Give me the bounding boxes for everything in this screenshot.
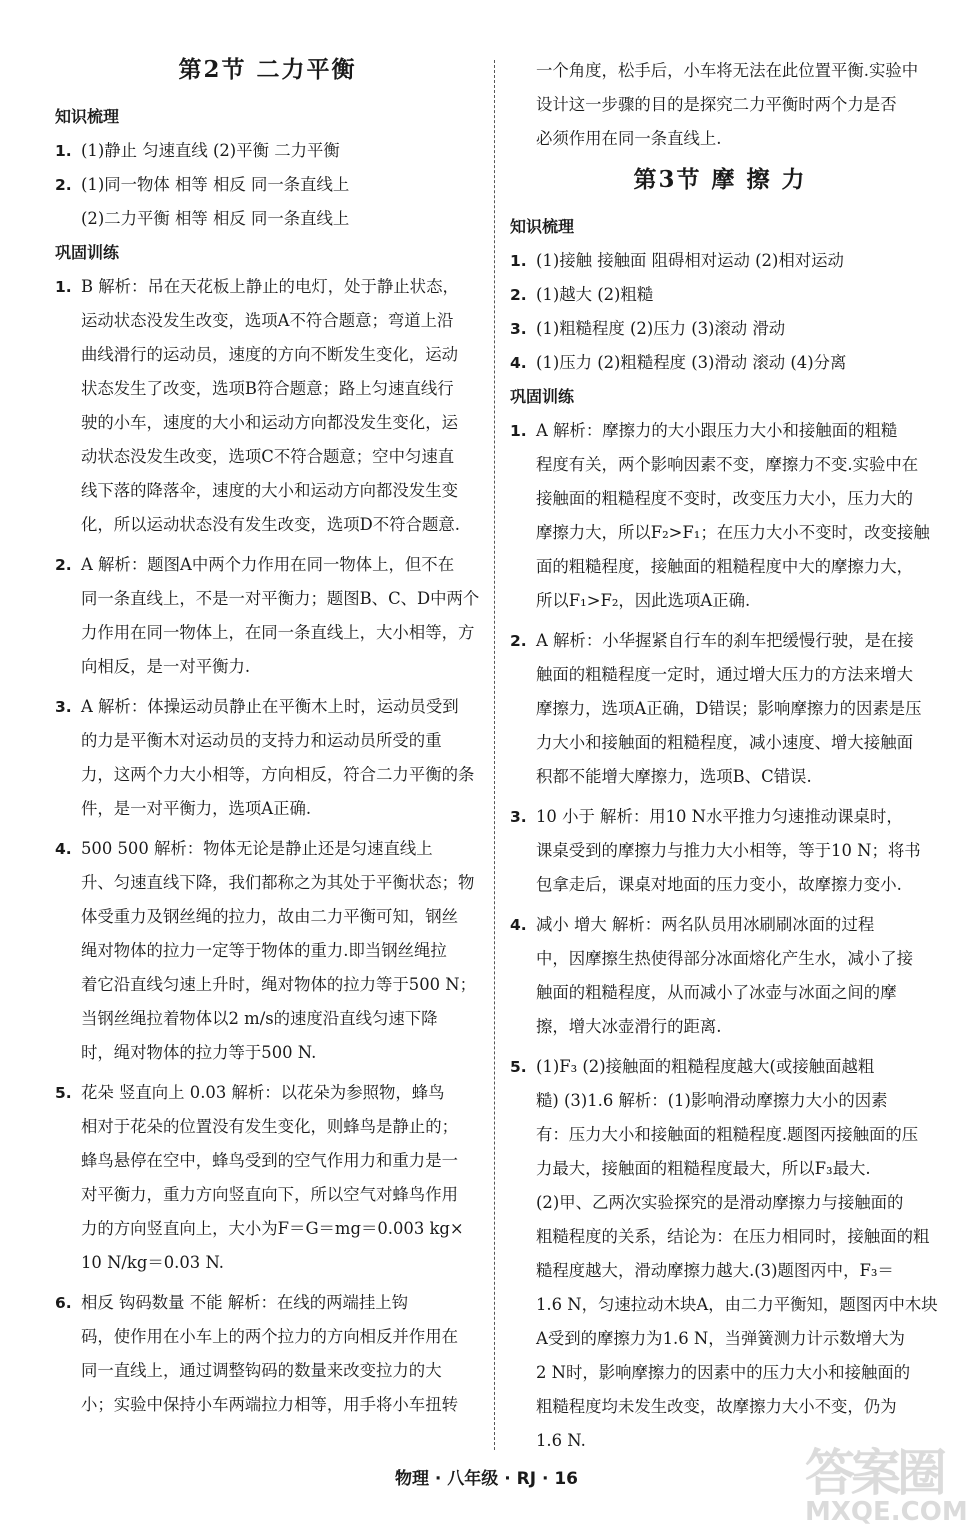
answer-item [510,908,930,1044]
text-line: 1. B 解析：吊在天花板上静止的电灯，处于静止状态， [55,270,480,304]
text-line: (2)甲、乙两次实验探究的是滑动摩擦力与接触面的 [536,1193,904,1212]
text-line: 力作用在同一物体上，在同一条直线上，大小相等，方 [81,623,475,642]
text-line: 粗糙程度均未发生改变，故摩擦力大小不变，仍为 [536,1397,897,1416]
text-line: 接触面的粗糙程度不变时，改变压力大小，压力大的 [536,489,913,508]
text-line: 4. 减小 增大 解析：两名队员用冰刷刷冰面的过程 [510,908,930,942]
knowledge-item: 3. (1)粗糙程度 (2)压力 (3)滚动 滑动 [510,319,786,338]
text-line: 有：压力大小和接触面的粗糙程度.题图丙接触面的压 [536,1125,919,1144]
section-title: 第3节 摩 擦 力 [633,166,807,193]
item-number: 4. [55,840,72,858]
text-line: 时，绳对物体的拉力等于500 N. [81,1043,317,1062]
text-line: 驶的小车，速度的大小和运动方向都没发生变化，运 [81,413,458,432]
text-line: 设计这一步骤的目的是探究二力平衡时两个力是否 [536,95,897,114]
text-line: 糙) (3)1.6 解析：(1)影响滑动摩擦力大小的因素 [536,1091,888,1110]
text-line: 1.6 N. [536,1431,586,1450]
text-line: 所以F₁>F₂，因此选项A正确. [536,591,751,610]
text-line: 2 N时，影响摩擦力的因素中的压力大小和接触面的 [536,1363,911,1382]
text-line: 力，这两个力大小相等，方向相反，符合二力平衡的条 [81,765,475,784]
answer-item [510,414,930,618]
text-line: 5. 花朵 竖直向上 0.03 解析：以花朵为参照物，蜂鸟 [55,1076,480,1110]
text-line: 2. A 解析：题图A中两个力作用在同一物体上，但不在 [55,548,480,582]
text-line: 运动状态没发生改变，选项A不符合题意；弯道上沿 [81,311,454,330]
text-line: 力的方向竖直向上，大小为F＝G＝mg＝0.003 kg× [81,1219,464,1238]
section-title: 第2节 二力平衡 [178,56,357,83]
text-line: 当钢丝绳拉着物体以2 m/s的速度沿直线匀速下降 [81,1009,438,1028]
text-line: 摩擦力大，所以F₂>F₁；在压力大小不变时，改变接触 [536,523,930,542]
answer-item [55,832,480,1070]
answer-item [510,624,930,794]
item-number: 2. [55,556,72,574]
text-line: 粗糙程度的关系，结论为：在压力相同时，接触面的粗 [536,1227,930,1246]
page-footer: 物理 · 八年级 · RJ · 16 [395,1469,578,1489]
text-line: 同一直线上，通过调整钩码的数量来改变拉力的大 [81,1361,442,1380]
answer-item [55,690,480,826]
text-line: 积都不能增大摩擦力，选项B、C错误. [536,767,812,786]
text-line: 向相反，是一对平衡力. [81,657,251,676]
answer-item [55,1286,480,1422]
item-number: 1. [510,422,527,440]
item-number: 3. [510,808,527,826]
heading-knowledge: 知识梳理 [510,217,575,236]
knowledge-item: 2. (1)同一物体 相等 相反 同一条直线上 [55,175,350,194]
item-number: 5. [55,1084,72,1102]
text-line: 1. A 解析：摩擦力的大小跟压力大小和接触面的粗糙 [510,414,930,448]
text-line: 摩擦力，选项A正确，D错误；影响摩擦力的因素是压 [536,699,922,718]
text-line: 码，使作用在小车上的两个拉力的方向相反并作用在 [81,1327,458,1346]
text-line: 对平衡力，重力方向竖直向下，所以空气对蜂鸟作用 [81,1185,458,1204]
text-line: 程度有关，两个影响因素不变，摩擦力不变.实验中在 [536,455,919,474]
heading-practice: 巩固训练 [510,387,575,406]
text-line: 绳对物体的拉力一定等于物体的重力.即当钢丝绳拉 [81,941,447,960]
text-line: 着它沿直线匀速上升时，绳对物体的拉力等于500 N； [81,975,477,994]
text-line: 10 N/kg＝0.03 N. [81,1253,224,1272]
left-column [55,52,480,1428]
text-line: 小；实验中保持小车两端拉力相等，用手将小车扭转 [81,1395,458,1414]
text-line: 触面的粗糙程度，从而减小了冰壶与冰面之间的摩 [536,983,897,1002]
text-line: 4. 500 500 解析：物体无论是静止还是匀速直线上 [55,832,480,866]
answer-continuation [510,54,930,156]
text-line: 一个角度，松手后，小车将无法在此位置平衡.实验中 [536,61,919,80]
text-line: 同一条直线上，不是一对平衡力；题图B、C、D中两个 [81,589,480,608]
text-line: 蜂鸟悬停在空中，蜂鸟受到的空气作用力和重力是一 [81,1151,458,1170]
item-number: 5. [510,1058,527,1076]
knowledge-item: 1. (1)静止 匀速直线 (2)平衡 二力平衡 [55,141,340,160]
item-number: 4. [510,916,527,934]
item-number: 6. [55,1294,72,1312]
heading-practice: 巩固训练 [55,243,120,262]
text-line: 3. A 解析：体操运动员静止在平衡木上时，运动员受到 [55,690,480,724]
text-line: 面的粗糙程度，接触面的粗糙程度中大的摩擦力大， [536,557,913,576]
column-divider [494,60,495,1450]
text-line: 糙程度越大，滑动摩擦力越大.(3)题图丙中，F₃＝ [536,1261,894,1280]
text-line: 触面的粗糙程度一定时，通过增大压力的方法来增大 [536,665,913,684]
text-line: 1.6 N，匀速拉动木块A，由二力平衡知，题图丙中木块 [536,1295,938,1314]
text-line: 3. 10 小于 解析：用10 N水平推力匀速推动课桌时， [510,800,930,834]
text-line: 包拿走后，课桌对地面的压力变小，故摩擦力变小. [536,875,902,894]
answer-item [55,1076,480,1280]
right-column [510,54,938,1464]
knowledge-item: 4. (1)压力 (2)粗糙程度 (3)滑动 滚动 (4)分离 [510,353,847,372]
text-line: 2. A 解析：小华握紧自行车的刹车把缓慢行驶，是在接 [510,624,930,658]
knowledge-item: 2. (1)越大 (2)粗糙 [510,285,654,304]
item-number: 2. [510,632,527,650]
text-line: 动状态没发生改变，选项C不符合题意；空中匀速直 [81,447,455,466]
answer-item [510,800,930,902]
text-line: 6. 相反 钩码数量 不能 解析：在线的两端挂上钩 [55,1286,480,1320]
text-line: 5. (1)F₃ (2)接触面的粗糙程度越大(或接触面越粗 [510,1050,930,1084]
text-line: 力最大，接触面的粗糙程度最大，所以F₃最大. [536,1159,871,1178]
text-line: 中，因摩擦生热使得部分冰面熔化产生水，减小了接 [536,949,913,968]
text-line: 擦，增大冰壶滑行的距离. [536,1017,722,1036]
knowledge-item-cont: (2)二力平衡 相等 相反 同一条直线上 [81,209,350,228]
text-line: 课桌受到的摩擦力与推力大小相等，等于10 N；将书 [536,841,921,860]
text-line: A受到的摩擦力为1.6 N，当弹簧测力计示数增大为 [536,1329,905,1348]
knowledge-item: 1. (1)接触 接触面 阻碍相对运动 (2)相对运动 [510,251,844,270]
text-line: 力大小和接触面的粗糙程度，减小速度、增大接触面 [536,733,913,752]
text-line: 化，所以运动状态没有发生改变，选项D不符合题意. [81,515,460,534]
answer-item [55,548,480,684]
item-number: 3. [55,698,72,716]
answer-item [510,1050,938,1458]
heading-knowledge: 知识梳理 [55,107,120,126]
text-line: 件，是一对平衡力，选项A正确. [81,799,312,818]
text-line: 线下落的降落伞，速度的大小和运动方向都没发生变 [81,481,458,500]
watermark-logo: 答案圈 MXQE.COM [805,1444,968,1527]
item-number: 1. [55,278,72,296]
text-line: 相对于花朵的位置没有发生变化，则蜂鸟是静止的； [81,1117,458,1136]
text-line: 状态发生了改变，选项B符合题意；路上匀速直线行 [81,379,454,398]
text-line: 曲线滑行的运动员，速度的方向不断发生变化，运动 [81,345,458,364]
text-line: 的力是平衡木对运动员的支持力和运动员所受的重 [81,731,442,750]
text-line: 体受重力及钢丝绳的拉力，故由二力平衡可知，钢丝 [81,907,458,926]
text-line: 必须作用在同一条直线上. [536,129,722,148]
answer-item [55,270,480,542]
text-line: 升、匀速直线下降，我们都称之为其处于平衡状态；物 [81,873,475,892]
